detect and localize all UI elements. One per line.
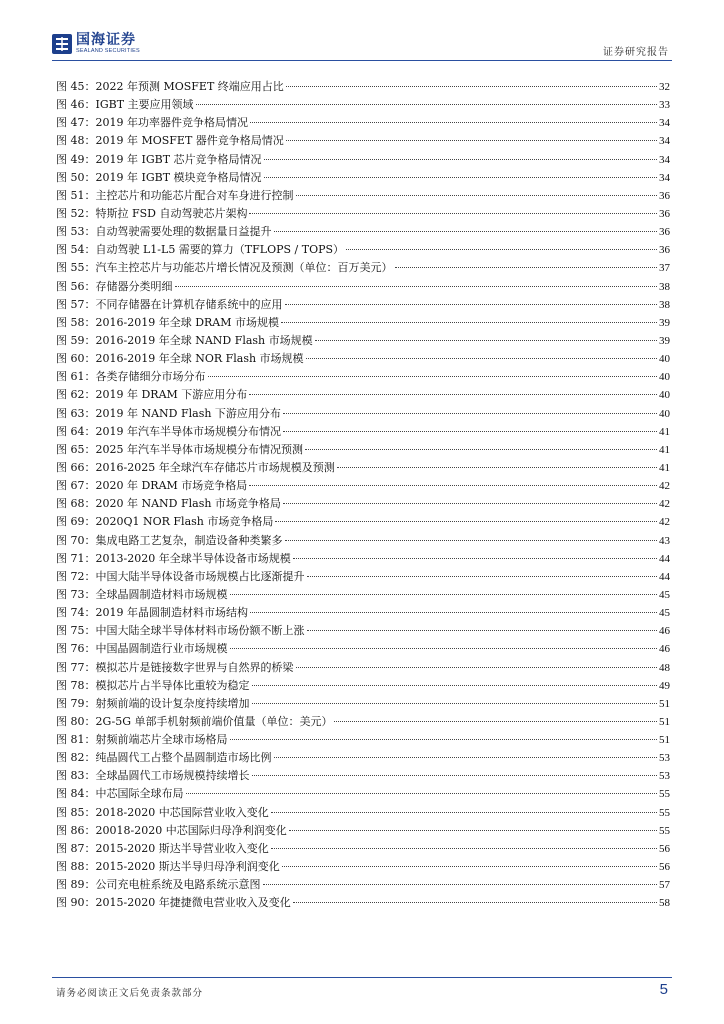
toc-entry-page: 44 bbox=[659, 570, 670, 583]
toc-entry-label: 图 51：主控芯片和功能芯片配合对车身进行控制 bbox=[56, 188, 294, 202]
toc-dot-leader bbox=[230, 594, 658, 595]
toc-entry-label: 图 65：2025 年汽车半导体市场规模分布情况预测 bbox=[56, 442, 303, 456]
toc-entry[interactable] bbox=[56, 459, 670, 477]
toc-entry[interactable] bbox=[56, 586, 670, 604]
toc-entry-page: 58 bbox=[659, 897, 670, 910]
toc-dot-leader bbox=[250, 122, 657, 123]
toc-entry-label: 图 87：2015-2020 斯达半导营业收入变化 bbox=[56, 841, 269, 855]
logo-chinese-name: 国海证券 bbox=[76, 32, 136, 49]
toc-entry-page: 41 bbox=[659, 425, 670, 438]
company-logo bbox=[52, 33, 140, 55]
toc-entry[interactable] bbox=[56, 513, 670, 531]
toc-entry[interactable] bbox=[56, 114, 670, 132]
toc-dot-leader bbox=[337, 467, 657, 468]
toc-entry-label: 图 74：2019 年晶圆制造材料市场结构 bbox=[56, 606, 248, 620]
toc-entry-page: 37 bbox=[659, 262, 670, 275]
toc-dot-leader bbox=[230, 739, 658, 740]
toc-entry-label: 图 59：2016-2019 年全球 NAND Flash 市场规模 bbox=[56, 333, 313, 347]
toc-dot-leader bbox=[285, 304, 658, 305]
toc-entry-label: 图 52：特斯拉 FSD 自动驾驶芯片架构 bbox=[56, 206, 248, 220]
toc-entry[interactable] bbox=[56, 187, 670, 205]
toc-entry-page: 51 bbox=[659, 697, 670, 710]
toc-entry-page: 40 bbox=[659, 371, 670, 384]
toc-entry[interactable] bbox=[56, 713, 670, 731]
header-divider bbox=[52, 60, 672, 61]
toc-entry[interactable] bbox=[56, 241, 670, 259]
toc-dot-leader bbox=[305, 449, 657, 450]
toc-entry-label: 图 62：2019 年 DRAM 下游应用分布 bbox=[56, 388, 248, 402]
toc-dot-leader bbox=[286, 140, 657, 141]
toc-entry-page: 48 bbox=[659, 661, 670, 674]
toc-entry[interactable] bbox=[56, 822, 670, 840]
toc-dot-leader bbox=[250, 612, 657, 613]
toc-entry[interactable] bbox=[56, 749, 670, 767]
toc-dot-leader bbox=[271, 848, 657, 849]
toc-entry-page: 42 bbox=[659, 480, 670, 493]
toc-entry-page: 41 bbox=[659, 461, 670, 474]
toc-entry[interactable] bbox=[56, 804, 670, 822]
toc-entry-page: 34 bbox=[659, 153, 670, 166]
toc-entry[interactable] bbox=[56, 314, 670, 332]
toc-dot-leader bbox=[286, 86, 657, 87]
toc-dot-leader bbox=[283, 413, 657, 414]
page-header bbox=[0, 0, 724, 62]
toc-entry-page: 55 bbox=[659, 824, 670, 837]
toc-entry[interactable] bbox=[56, 876, 670, 894]
toc-entry-page: 42 bbox=[659, 516, 670, 529]
toc-entry-label: 图 86：20018-2020 中芯国际归母净利润变化 bbox=[56, 823, 287, 837]
toc-dot-leader bbox=[249, 485, 657, 486]
toc-entry[interactable] bbox=[56, 151, 670, 169]
toc-entry[interactable] bbox=[56, 259, 670, 277]
toc-entry[interactable] bbox=[56, 386, 670, 404]
toc-entry-page: 40 bbox=[659, 389, 670, 402]
toc-dot-leader bbox=[249, 213, 657, 214]
toc-dot-leader bbox=[252, 775, 658, 776]
toc-dot-leader bbox=[230, 648, 658, 649]
toc-dot-leader bbox=[395, 267, 658, 268]
toc-dot-leader bbox=[196, 104, 657, 105]
toc-dot-leader bbox=[306, 358, 657, 359]
toc-entry-label: 图 88：2015-2020 斯达半导归母净利润变化 bbox=[56, 860, 280, 874]
toc-entry-label: 图 84：中芯国际全球布局 bbox=[56, 787, 184, 801]
toc-entry-label: 图 90：2015-2020 年捷捷微电营业收入及变化 bbox=[56, 896, 291, 910]
toc-entry-label: 图 80：2G-5G 单部手机射频前端价值量（单位：美元） bbox=[56, 714, 333, 728]
toc-entry-label: 图 63：2019 年 NAND Flash 下游应用分布 bbox=[56, 406, 281, 420]
toc-entry-page: 36 bbox=[659, 244, 670, 257]
toc-entry[interactable] bbox=[56, 350, 670, 368]
toc-entry[interactable] bbox=[56, 278, 670, 296]
toc-entry-label: 图 69：2020Q1 NOR Flash 市场竞争格局 bbox=[56, 515, 274, 529]
toc-entry-page: 56 bbox=[659, 861, 670, 874]
toc-entry-page: 34 bbox=[659, 117, 670, 130]
toc-dot-leader bbox=[175, 286, 658, 287]
toc-entry[interactable] bbox=[56, 205, 670, 223]
toc-dot-leader bbox=[293, 558, 657, 559]
toc-entry-page: 40 bbox=[659, 353, 670, 366]
toc-entry-label: 图 46：IGBT 主要应用领域 bbox=[56, 98, 194, 112]
toc-dot-leader bbox=[275, 521, 657, 522]
toc-entry[interactable] bbox=[56, 785, 670, 803]
toc-dot-leader bbox=[263, 884, 658, 885]
toc-entry-label: 图 83：全球晶圆代工市场规模持续增长 bbox=[56, 769, 250, 783]
toc-entry-label: 图 47：2019 年功率器件竞争格局情况 bbox=[56, 116, 248, 130]
toc-dot-leader bbox=[281, 322, 657, 323]
toc-dot-leader bbox=[346, 249, 657, 250]
toc-entry-page: 38 bbox=[659, 280, 670, 293]
toc-entry-label: 图 61：各类存储细分市场分布 bbox=[56, 370, 206, 384]
toc-entry-label: 图 82：纯晶圆代工占整个晶圆制造市场比例 bbox=[56, 751, 272, 765]
toc-entry-page: 55 bbox=[659, 788, 670, 801]
toc-entry[interactable] bbox=[56, 677, 670, 695]
toc-entry-page: 39 bbox=[659, 334, 670, 347]
toc-dot-leader bbox=[252, 703, 658, 704]
toc-entry-page: 53 bbox=[659, 770, 670, 783]
toc-entry-page: 36 bbox=[659, 189, 670, 202]
toc-entry-page: 36 bbox=[659, 207, 670, 220]
logo-english-name: SEALAND SECURITIES bbox=[76, 48, 140, 55]
toc-dot-leader bbox=[264, 177, 657, 178]
toc-entry-page: 42 bbox=[659, 498, 670, 511]
toc-entry-page: 41 bbox=[659, 443, 670, 456]
footer-divider bbox=[52, 977, 672, 978]
toc-entry-page: 32 bbox=[659, 81, 670, 93]
toc-entry-label: 图 78：模拟芯片占半导体比重较为稳定 bbox=[56, 678, 250, 692]
toc-entry[interactable] bbox=[56, 169, 670, 187]
toc-entry-page: 34 bbox=[659, 135, 670, 148]
toc-dot-leader bbox=[274, 231, 658, 232]
toc-entry-label: 图 64：2019 年汽车半导体市场规模分布情况 bbox=[56, 424, 281, 438]
toc-entry-label: 图 89：公司充电桩系统及电路系统示意图 bbox=[56, 878, 261, 892]
toc-dot-leader bbox=[334, 721, 657, 722]
toc-entry-label: 图 58：2016-2019 年全球 DRAM 市场规模 bbox=[56, 315, 279, 329]
toc-entry-page: 36 bbox=[659, 226, 670, 239]
toc-entry[interactable] bbox=[56, 78, 670, 96]
toc-dot-leader bbox=[293, 902, 657, 903]
toc-entry-page: 51 bbox=[659, 715, 670, 728]
document-type-label: 证券研究报告 bbox=[603, 47, 669, 58]
toc-entry-label: 图 75：中国大陆全球半导体材料市场份额不断上涨 bbox=[56, 624, 305, 638]
toc-entry-page: 38 bbox=[659, 298, 670, 311]
toc-entry[interactable] bbox=[56, 840, 670, 858]
toc-dot-leader bbox=[296, 667, 658, 668]
toc-entry-label: 图 81：射频前端芯片全球市场格局 bbox=[56, 733, 228, 747]
toc-entry-label: 图 85：2018-2020 中芯国际营业收入变化 bbox=[56, 805, 269, 819]
toc-entry-page: 39 bbox=[659, 316, 670, 329]
toc-entry-page: 43 bbox=[659, 534, 670, 547]
toc-entry-label: 图 73：全球晶圆制造材料市场规模 bbox=[56, 587, 228, 601]
toc-entry-page: 46 bbox=[659, 625, 670, 638]
toc-dot-leader bbox=[296, 195, 658, 196]
toc-entry[interactable] bbox=[56, 332, 670, 350]
toc-dot-leader bbox=[186, 793, 658, 794]
toc-entry-label: 图 56：存储器分类明细 bbox=[56, 279, 173, 293]
toc-entry-label: 图 60：2016-2019 年全球 NOR Flash 市场规模 bbox=[56, 352, 304, 366]
toc-dot-leader bbox=[274, 757, 658, 758]
toc-entry[interactable] bbox=[56, 858, 670, 876]
toc-entry-label: 图 49：2019 年 IGBT 芯片竞争格局情况 bbox=[56, 152, 262, 166]
toc-entry-label: 图 67：2020 年 DRAM 市场竞争格局 bbox=[56, 479, 248, 493]
toc-entry-label: 图 68：2020 年 NAND Flash 市场竞争格局 bbox=[56, 497, 281, 511]
toc-entry[interactable] bbox=[56, 405, 670, 423]
toc-entry[interactable] bbox=[56, 695, 670, 713]
disclaimer-text: 请务必阅读正文后免责条款部分 bbox=[56, 988, 204, 999]
toc-entry-page: 34 bbox=[659, 171, 670, 184]
toc-dot-leader bbox=[208, 376, 658, 377]
toc-entry[interactable] bbox=[56, 731, 670, 749]
toc-dot-leader bbox=[315, 340, 657, 341]
toc-dot-leader bbox=[282, 866, 657, 867]
toc-entry-page: 53 bbox=[659, 752, 670, 765]
toc-entry[interactable] bbox=[56, 423, 670, 441]
toc-entry-page: 51 bbox=[659, 734, 670, 747]
toc-entry-page: 49 bbox=[659, 679, 670, 692]
toc-entry[interactable] bbox=[56, 568, 670, 586]
toc-dot-leader bbox=[285, 540, 658, 541]
toc-entry-label: 图 53：自动驾驶需要处理的数据量日益提升 bbox=[56, 225, 272, 239]
toc-entry-page: 40 bbox=[659, 407, 670, 420]
toc-dot-leader bbox=[283, 431, 657, 432]
toc-entry[interactable] bbox=[56, 132, 670, 150]
toc-entry-label: 图 48：2019 年 MOSFET 器件竞争格局情况 bbox=[56, 134, 284, 148]
toc-entry-page: 45 bbox=[659, 588, 670, 601]
toc-entry-label: 图 72：中国大陆半导体设备市场规模占比逐渐提升 bbox=[56, 569, 305, 583]
toc-entry[interactable] bbox=[56, 640, 670, 658]
toc-dot-leader bbox=[249, 394, 657, 395]
toc-entry-label: 图 50：2019 年 IGBT 模块竞争格局情况 bbox=[56, 170, 262, 184]
toc-entry[interactable] bbox=[56, 659, 670, 677]
toc-entry-label: 图 77：模拟芯片是链接数字世界与自然界的桥梁 bbox=[56, 660, 294, 674]
toc-entry[interactable] bbox=[56, 550, 670, 568]
toc-entry-label: 图 45：2022 年预测 MOSFET 终端应用占比 bbox=[56, 80, 284, 93]
figure-list bbox=[56, 78, 670, 912]
toc-entry[interactable] bbox=[56, 368, 670, 386]
toc-entry-label: 图 71：2013-2020 年全球半导体设备市场规模 bbox=[56, 551, 291, 565]
toc-entry-page: 57 bbox=[659, 879, 670, 892]
toc-entry[interactable] bbox=[56, 477, 670, 495]
toc-dot-leader bbox=[264, 159, 657, 160]
toc-entry-label: 图 79：射频前端的设计复杂度持续增加 bbox=[56, 696, 250, 710]
toc-entry[interactable] bbox=[56, 767, 670, 785]
toc-entry-page: 44 bbox=[659, 552, 670, 565]
toc-entry-page: 33 bbox=[659, 99, 670, 112]
toc-entry[interactable] bbox=[56, 296, 670, 314]
page-number: 5 bbox=[659, 981, 668, 998]
toc-entry-label: 图 66：2016-2025 年全球汽车存储芯片市场规模及预测 bbox=[56, 460, 335, 474]
sealand-logo-icon bbox=[52, 34, 72, 54]
toc-entry-page: 46 bbox=[659, 643, 670, 656]
toc-entry-label: 图 54：自动驾驶 L1-L5 需要的算力（TFLOPS / TOPS） bbox=[56, 243, 345, 257]
toc-dot-leader bbox=[271, 812, 657, 813]
toc-entry[interactable] bbox=[56, 441, 670, 459]
toc-entry[interactable] bbox=[56, 532, 670, 550]
toc-entry-page: 45 bbox=[659, 607, 670, 620]
toc-entry-label: 图 76：中国晶圆制造行业市场规模 bbox=[56, 642, 228, 656]
toc-entry-label: 图 70：集成电路工艺复杂，制造设备种类繁多 bbox=[56, 533, 283, 547]
toc-dot-leader bbox=[283, 503, 657, 504]
toc-entry[interactable] bbox=[56, 223, 670, 241]
toc-entry-label: 图 55：汽车主控芯片与功能芯片增长情况及预测（单位：百万美元） bbox=[56, 261, 393, 275]
toc-dot-leader bbox=[289, 830, 657, 831]
toc-entry[interactable] bbox=[56, 604, 670, 622]
toc-dot-leader bbox=[307, 630, 658, 631]
toc-entry[interactable] bbox=[56, 96, 670, 114]
toc-entry-page: 56 bbox=[659, 842, 670, 855]
toc-entry-page: 55 bbox=[659, 806, 670, 819]
toc-entry[interactable] bbox=[56, 495, 670, 513]
toc-entry[interactable] bbox=[56, 894, 670, 912]
toc-entry[interactable] bbox=[56, 622, 670, 640]
toc-entry-label: 图 57：不同存储器在计算机存储系统中的应用 bbox=[56, 297, 283, 311]
toc-dot-leader bbox=[252, 685, 658, 686]
toc-dot-leader bbox=[307, 576, 658, 577]
